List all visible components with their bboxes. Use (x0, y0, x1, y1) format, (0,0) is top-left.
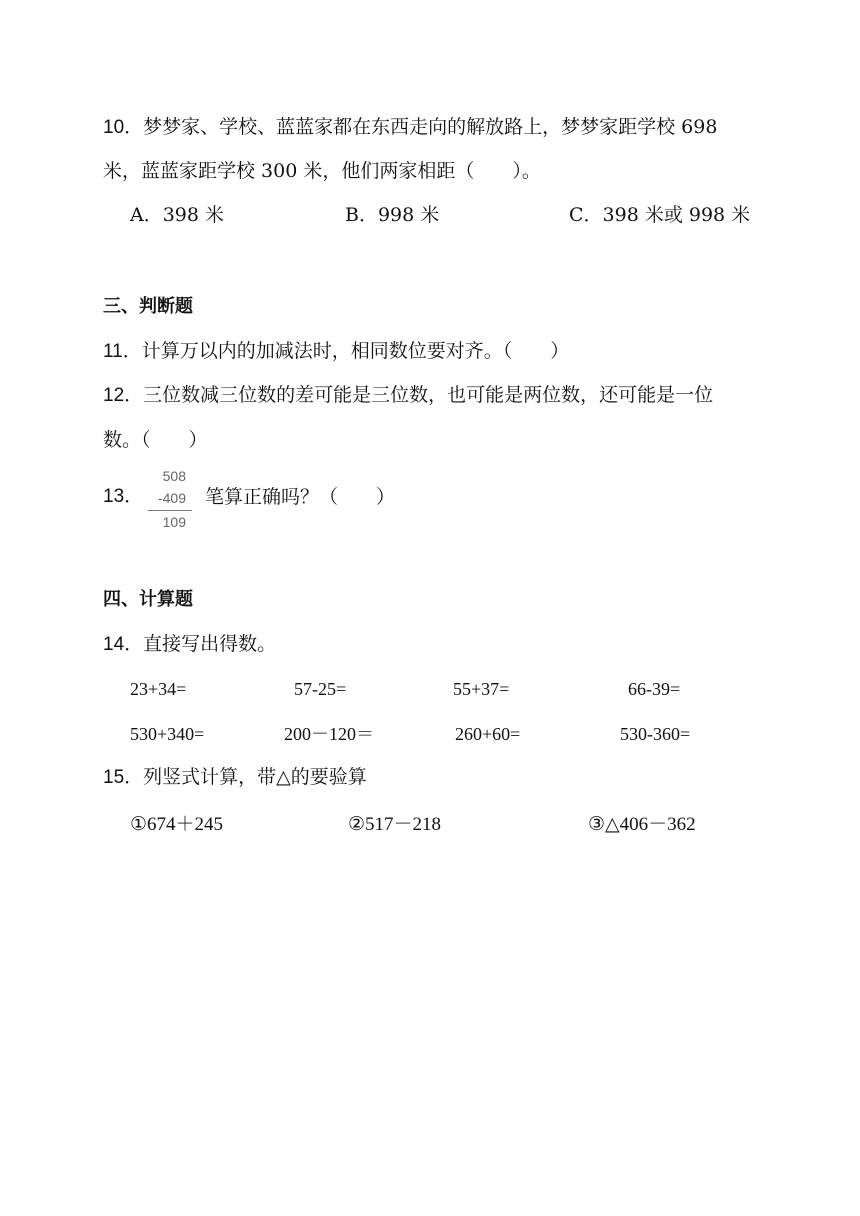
vertical-rule (148, 510, 192, 511)
vertical-top: 508 (162, 468, 186, 484)
q14-row2-item1: 530+340= (130, 724, 205, 744)
q14-row1-item2: 57-25= (294, 679, 347, 699)
q10-text-line1: 梦梦家、学校、蓝蓝家都在东西走向的解放路上，梦梦家距学校 698 (143, 116, 718, 138)
q12-number: 12． (103, 385, 144, 406)
q15-text: 列竖式计算，带△的要验算 (143, 766, 367, 788)
vertical-middle: -409 (157, 490, 186, 506)
q14-row2-item2: 200－120＝ (284, 724, 374, 744)
q11 (103, 339, 569, 364)
q15-item1: ①674＋245 (130, 814, 224, 835)
q13-number: 13． (103, 486, 144, 507)
vertical-result: 109 (162, 514, 186, 530)
q14-row2-item4: 530-360= (620, 724, 691, 744)
q11-number: 11． (103, 341, 142, 362)
q10-text-line2: 米，蓝蓝家距学校 300 米，他们两家相距（ ）。 (103, 160, 541, 182)
q12-line1 (103, 383, 713, 408)
q10-option-c: C．398 米或 998 米 (569, 204, 751, 226)
q14-number: 14． (103, 634, 144, 655)
q11-text: 计算万以内的加减法时，相同数位要对齐。（ ） (141, 340, 570, 362)
q12-text-line1: 三位数减三位数的差可能是三位数，也可能是两位数，还可能是一位 (143, 384, 714, 406)
q14-row1-item1: 23+34= (130, 679, 187, 699)
q13-vertical-subtraction-image (146, 466, 192, 532)
q12-text-line2: 数。（ ） (103, 429, 208, 451)
q10-option-b: B．998 米 (345, 204, 440, 226)
q14-row1-item3: 55+37= (453, 679, 510, 699)
q15-number: 15． (103, 767, 144, 788)
q15 (103, 765, 367, 790)
section3-title: 三、判断题 (103, 296, 193, 317)
q13-text: 笔算正确吗？（ ） (205, 486, 396, 508)
q14-text: 直接写出得数。 (143, 633, 277, 655)
q14 (103, 632, 276, 657)
q14-row1-item4: 66-39= (628, 679, 681, 699)
q10-line1 (103, 115, 717, 140)
q10-option-a: A．398 米 (130, 204, 225, 226)
q10-number: 10． (103, 117, 144, 138)
q14-row2-item3: 260+60= (455, 724, 521, 744)
q15-item2: ②517－218 (348, 814, 442, 835)
q15-item3: ③△406－362 (588, 814, 696, 835)
section4-title: 四、计算题 (103, 589, 193, 610)
